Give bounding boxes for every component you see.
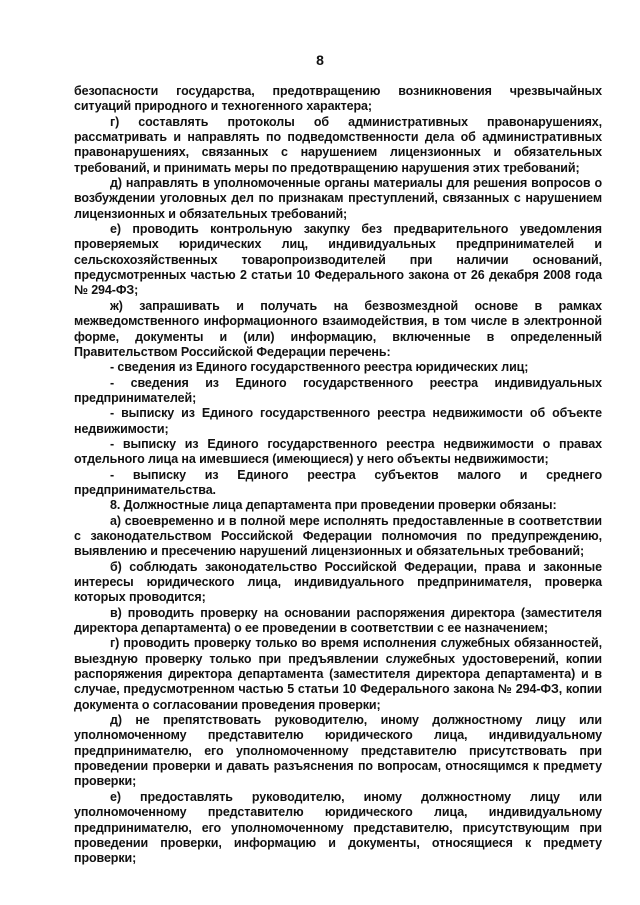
paragraph-item-e-provide-info: е) предоставлять руководителю, иному должностному лицу или уполномоченному представителю юридического лица, индивидуальному предпринимателю, его уполномоченному представителю, присутствующим при проведении проверки, информацию и документы, относящиеся к предмету проверки; [74, 789, 602, 866]
list-item-small-business-registry: - выписку из Единого реестра субъектов малого и среднего предпринимательства. [74, 467, 602, 497]
paragraph-continuation: безопасности государства, предотвращению возникновения чрезвычайных ситуаций природного и техногенного характера; [74, 84, 602, 114]
paragraph-item-zh-request: ж) запрашивать и получать на безвозмездной основе в рамках межведомственного информационного взаимодействия, в том числе в электронной форме, документы и (или) информацию, включенные в определенный Правительством Российской Федерации перечень: [74, 298, 602, 359]
paragraph-item-e-control-purchase: е) проводить контрольную закупку без предварительного уведомления проверяемых юридических лиц, индивидуальных предпринимателей и сельскохозяйственных товаропроизводителей при наличии оснований, предусмотренных частью 2 статьи 10 Федерального закона от 26 декабря 2008 года № 294-ФЗ; [74, 222, 602, 298]
paragraph-item-v-order-basis: в) проводить проверку на основании распоряжения директора (заместителя директора департамента) о ее проведении в соответствии с ее назначением; [74, 605, 602, 636]
paragraph-item-a-exercise-powers: а) своевременно и в полной мере исполнять предоставленные в соответствии с законодательством Российской Федерации полномочия по предупреждению, выявлению и пресечению нарушений лицензионных и обязательных требований; [74, 513, 602, 559]
page-number: 8 [316, 52, 324, 68]
list-item-real-estate-object: - выписку из Единого государственного реестра недвижимости об объекте недвижимости; [74, 406, 602, 436]
paragraph-item-d-materials: д) направлять в уполномоченные органы материалы для решения вопросов о возбуждении уголовных дел по признакам преступлений, связанных с нарушением лицензионных и обязательных требований; [74, 176, 602, 221]
paragraph-item-b-comply-law: б) соблюдать законодательство Российской Федерации, права и законные интересы юридического лица, индивидуального предпринимателя, проверка которых проводится; [74, 559, 602, 605]
paragraph-item-g-protocols: г) составлять протоколы об административных правонарушениях, рассматривать и направлять по подведомственности дела об административных правонарушениях, связанных с нарушением лицензионных и обязательных требований, и принимать меры по предотвращению нарушения этих требований; [74, 114, 602, 175]
paragraph-item-g-duty-time: г) проводить проверку только во время исполнения служебных обязанностей, выездную проверку только при предъявлении служебных удостоверений, копии распоряжения директора департамента (заместителя директора департамента) и в случае, предусмотренном частью 5 статьи 10 Федерального закона № 294-ФЗ, копии документа о согласовании проведения проверки; [74, 636, 602, 712]
list-item-legal-entities-registry: - сведения из Единого государственного реестра юридических лиц; [110, 360, 529, 375]
list-item-real-estate-rights: - выписку из Единого государственного реестра недвижимости о правах отдельного лица на имевшиеся (имеющиеся) у него объекты недвижимости; [74, 436, 602, 467]
section-8-heading: 8. Должностные лица департамента при проведении проверки обязаны: [110, 498, 557, 513]
list-item-entrepreneurs-registry: - сведения из Единого государственного реестра индивидуальных предпринимателей; [74, 375, 602, 405]
paragraph-item-d-not-obstruct: д) не препятствовать руководителю, иному должностному лицу или уполномоченному представителю юридического лица, индивидуальному предпринимателю, его уполномоченному представителю присутствовать при проведении проверки и давать разъяснения по вопросам, относящимся к предмету проверки; [74, 713, 602, 789]
document-body [74, 84, 602, 867]
